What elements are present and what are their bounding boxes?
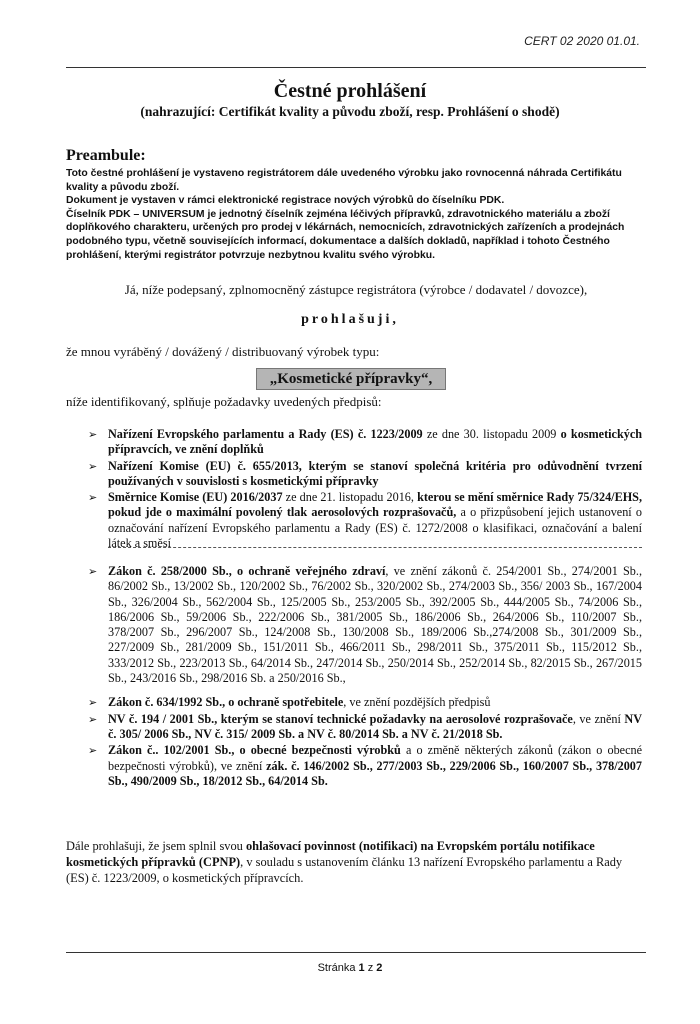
preamble-line: Číselník PDK – UNIVERSUM je jednotný číselník zejména léčivých přípravků, zdravotnického materiálu a zboží doplňkového charakteru, určených pro prodej v lékárnách, nemocnicích, zdravotnických zařízeních a prodejnách podobného typu, včetně souvisejících informací, dokumentace a dalších dokladů, například i tohoto Čestného prohlášení, kterými registrátor potvrzuje nezbytnou kvalitu svého výrobku.: [66, 208, 625, 261]
regulation-list-eu: [88, 427, 642, 551]
arrow-bullet-icon: ➢: [88, 491, 98, 505]
preamble-heading: Preambule:: [66, 147, 146, 164]
product-intro: že mnou vyráběný / dovážený / distribuovaný výrobek typu:: [66, 344, 380, 359]
bottom-divider: [66, 952, 646, 953]
preamble-text: [66, 167, 646, 262]
document-code: CERT 02 2020 01.01.: [524, 34, 640, 48]
document-title: Čestné prohlášení: [273, 80, 427, 102]
identified-line: níže identifikovaný, splňuje požadavky uvedených předpisů:: [66, 394, 382, 409]
arrow-bullet-icon: ➢: [88, 428, 98, 441]
preamble-line: Dokument je vystaven v rámci elektronické registrace nových výrobků do číselníku PDK.: [66, 195, 505, 207]
list-item: ➢ Zákon č. 634/1992 Sb., o ochraně spotřebitele, ve znění pozdějších předpisů: [88, 695, 491, 710]
list-item: ➢ Nařízení Evropského parlamentu a Rady (ES) č. 1223/2009 ze dne 30. listopadu 2009 o kosmetických přípravcích, ve znění doplňků: [88, 427, 643, 457]
arrow-bullet-icon: ➢: [88, 459, 98, 473]
arrow-bullet-icon: ➢: [88, 696, 98, 710]
list-item: ➢ Směrnice Komise (EU) 2016/2037 ze dne 21. listopadu 2016, kterou se mění směrnice Rady 75/324/EHS, pokud jde o maximální povolený tlak aerosolových rozprašovačů, a o přizpůsobení jejich ustanovení o označování nařízení Evropského parlamentu a Rady (ES) č. 1272/2008 o klasifikaci, označování a balení látek a směsí: [88, 490, 643, 551]
regulation-list-cz: [88, 564, 642, 789]
top-divider: [66, 67, 646, 68]
page-number: Stránka 1 z 2: [317, 962, 383, 974]
product-type-box: „Kosmetické přípravky“,: [256, 368, 446, 390]
declare-word: prohlašuji,: [301, 312, 399, 327]
list-item: ➢ Nařízení Komise (EU) č. 655/2013, kterým se stanoví společná kritéria pro odůvodnění tvrzení používaných v souvislosti s kosmetickými přípravky: [88, 458, 642, 488]
preamble-line: Toto čestné prohlášení je vystaveno registrátorem dále uvedeného výrobku jako rovnocenná náhrada Certifikátu kvality a původu zboží.: [66, 168, 622, 193]
arrow-bullet-icon: ➢: [88, 744, 98, 758]
list-item: ➢ Zákon č. 258/2000 Sb., o ochraně veřejného zdraví, ve znění zákonů č. 254/2001 Sb., 274/2001 Sb., 86/2002 Sb., 13/2002 Sb., 120/2002 Sb., 76/2002 Sb., 320/2002 Sb., 274/2003 Sb., 356/ 2003 Sb., 167/2004 Sb., 326/2004 Sb., 562/2004 Sb., 125/2005 Sb., 253/2005 Sb., 392/2005 Sb., 444/2005 Sb., 74/2006 Sb., 186/2006 Sb., 59/2006 Sb., 222/2006 Sb., 381/2005 Sb., 186/2006 Sb., 264/2006 Sb., 110/2007 Sb., 378/2007 Sb., 296/2007 Sb., 124/2008 Sb., 130/2008 Sb., 189/2006 Sb.,274/2008 Sb., 301/2009 Sb., 227/2009 Sb., 281/2009 Sb., 151/2011 Sb., 466/2011 Sb., 298/2011 Sb., 375/2011 Sb., 115/2012 Sb., 333/2012 Sb., 223/2013 Sb., 64/2014 Sb., 247/2014 Sb., 250/2014 Sb., 252/2014 Sb., 82/2015 Sb., 267/2015 Sb., 243/2016 Sb., 298/2016 Sb. a 250/2016 Sb.,: [88, 564, 642, 686]
declarant-line: Já, níže podepsaný, zplnomocněný zástupce registrátora (výrobce / dodavatel / dovozce),: [124, 282, 588, 297]
list-item: ➢ Zákon č.. 102/2001 Sb., o obecné bezpečnosti výrobků a o změně některých zákonů (zákon o obecné bezpečnosti výrobků), ve znění zák. č. 146/2002 Sb., 277/2003 Sb., 229/2006 Sb., 160/2007 Sb., 378/2007 Sb., 490/2009 Sb., 18/2012 Sb., 64/2014 Sb.: [88, 743, 642, 788]
document-subtitle: (nahrazující: Certifikát kvality a původu zboží, resp. Prohlášení o shodě): [140, 104, 560, 119]
section-divider: [108, 547, 642, 548]
list-item: ➢ NV č. 194 / 2001 Sb., kterým se stanoví technické požadavky na aerosolové rozprašovače, ve znění NV č. 305/ 2006 Sb., NV č. 315/ 2009 Sb. a NV č. 80/2014 Sb. a NV č. 21/2018 Sb.: [88, 711, 642, 741]
closing-paragraph: Dále prohlašuji, že jsem splnil svou ohlašovací povinnost (notifikaci) na Evropském portálu notifikace kosmetických přípravků (CPNP), v souladu s ustanovením článku 13 nařízení Evropského parlamentu a Rady (ES) č. 1223/2009, o kosmetických přípravcích.: [66, 839, 623, 885]
arrow-bullet-icon: ➢: [88, 565, 98, 578]
arrow-bullet-icon: ➢: [88, 712, 98, 726]
